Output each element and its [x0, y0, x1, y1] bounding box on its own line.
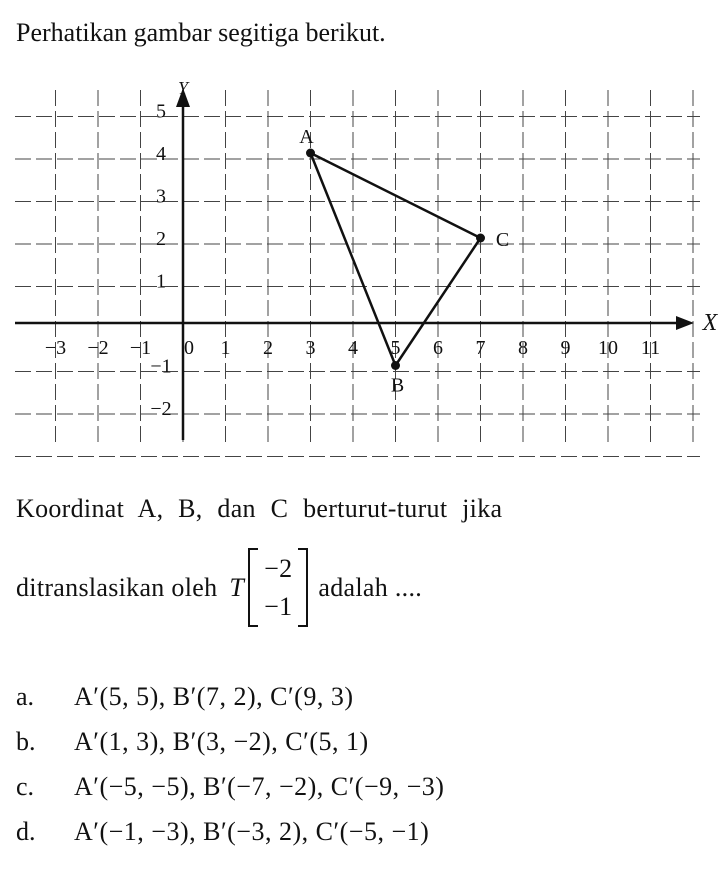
y-tick-label: 4 [156, 143, 166, 165]
coordinate-graph [0, 80, 727, 460]
translation-symbol: T [229, 572, 245, 602]
x-tick-label: −3 [44, 337, 67, 359]
vertex-label-c: C [495, 229, 510, 251]
option-letter: a. [16, 681, 35, 711]
x-tick-label: −1 [129, 337, 152, 359]
matrix-right-bracket [298, 548, 308, 627]
vertex-point-c [476, 234, 485, 243]
x-axis-label: X [702, 310, 718, 336]
question-prefix: ditranslasikan oleh [16, 572, 218, 602]
option-a[interactable] [16, 674, 444, 719]
option-letter: c. [16, 771, 35, 801]
option-text: A′(−1, −3), B′(−3, 2), C′(−5, −1) [74, 816, 430, 846]
x-axis-arrow [676, 316, 694, 330]
y-tick-label: 3 [156, 185, 166, 208]
x-tick-label: 8 [518, 337, 528, 359]
y-tick-label: −2 [150, 398, 172, 420]
y-tick-label: 5 [156, 100, 166, 123]
translation-matrix [248, 548, 308, 627]
y-axis-label: Y [177, 80, 189, 98]
tick-labels [45, 80, 719, 420]
x-tick-label: 11 [640, 337, 661, 359]
y-tick-label: 2 [156, 228, 166, 250]
matrix-top: −2 [264, 554, 293, 583]
option-c[interactable] [16, 764, 444, 809]
vertex-label-b: B [390, 374, 405, 397]
vertex-label-a: A [299, 126, 314, 148]
x-tick-label: −2 [87, 337, 109, 359]
x-tick-label: 5 [390, 337, 401, 359]
option-text: A′(−5, −5), B′(−7, −2), C′(−9, −3) [74, 771, 445, 801]
x-tick-label: 9 [560, 337, 571, 359]
question-suffix: adalah .... [318, 572, 423, 602]
intro-text: Perhatikan gambar segitiga berikut. [16, 18, 386, 47]
option-letter: b. [16, 726, 36, 756]
x-tick-label: 0 [184, 337, 194, 359]
question-line-1: Koordinat A, B, dan C berturut-turut jika [16, 494, 503, 523]
option-d[interactable] [16, 809, 444, 854]
x-tick-label: 2 [263, 337, 273, 359]
option-letter: d. [16, 816, 36, 846]
option-text: A′(1, 3), B′(3, −2), C′(5, 1) [74, 726, 369, 756]
option-b[interactable] [16, 719, 444, 764]
x-tick-label: 1 [220, 337, 231, 359]
x-tick-label: 6 [433, 337, 443, 359]
y-tick-label: −1 [150, 355, 172, 378]
question-line-2 [16, 548, 422, 627]
answer-options [16, 674, 444, 854]
x-tick-label: 4 [348, 337, 358, 359]
vertex-point-a [306, 149, 315, 158]
vertex-point-b [391, 361, 400, 370]
matrix-bottom: −1 [264, 591, 293, 621]
y-tick-label: 1 [156, 270, 166, 293]
option-text: A′(5, 5), B′(7, 2), C′(9, 3) [74, 681, 354, 711]
x-tick-label: 10 [598, 337, 618, 359]
matrix-left-bracket [248, 548, 258, 627]
x-tick-label: 7 [475, 337, 486, 359]
x-tick-label: 3 [305, 337, 316, 359]
